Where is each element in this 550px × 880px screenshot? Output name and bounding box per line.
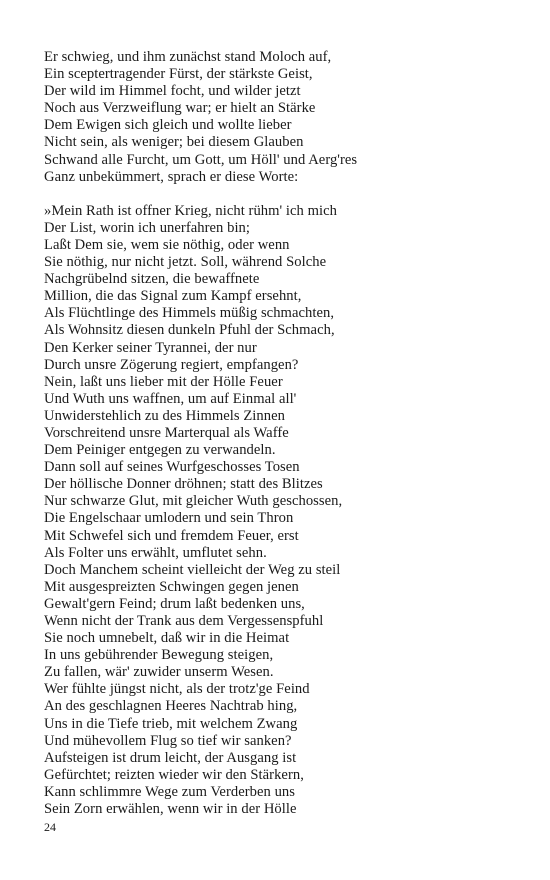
verse-line: Durch unsre Zögerung regiert, empfangen? — [44, 356, 299, 373]
verse-line: Die Engelschaar umlodern und sein Thron — [44, 510, 294, 527]
verse-line: Aufsteigen ist drum leicht, der Ausgang ist — [44, 749, 297, 766]
verse-line: Gewalt'gern Feind; drum laßt bedenken uns, — [44, 595, 305, 612]
verse-line: Unwiderstehlich zu des Himmels Zinnen — [44, 407, 285, 424]
verse-line: Sie noch umnebelt, daß wir in die Heimat — [44, 630, 290, 647]
verse-line: Nur schwarze Glut, mit gleicher Wuth geschossen, — [44, 493, 343, 510]
poem-text — [44, 49, 524, 818]
verse-line: Mit Schwefel sich und fremdem Feuer, erst — [44, 527, 299, 544]
verse-line: Als Folter uns erwählt, umflutet sehn. — [44, 544, 267, 561]
verse-line: Der höllische Donner dröhnen; statt des Blitzes — [44, 476, 323, 493]
verse-line: Den Kerker seiner Tyrannei, der nur — [44, 339, 257, 356]
verse-line: Million, die das Signal zum Kampf ersehnt, — [44, 288, 302, 305]
verse-line: Dann soll auf seines Wurfgeschosses Tosen — [44, 459, 300, 476]
verse-line: Nein, laßt uns lieber mit der Hölle Feuer — [44, 373, 283, 390]
verse-line: Uns in die Tiefe trieb, mit welchem Zwang — [44, 715, 298, 732]
verse-line: Und Wuth uns waffnen, um auf Einmal all' — [44, 390, 297, 407]
verse-line: Dem Ewigen sich gleich und wollte lieber — [44, 117, 292, 134]
verse-line: Kann schlimmre Wege zum Verderben uns — [44, 783, 295, 800]
verse-line: Nicht sein, als weniger; bei diesem Glauben — [44, 134, 304, 151]
verse-line: Dem Peiniger entgegen zu verwandeln. — [44, 442, 276, 459]
verse-line: Schwand alle Furcht, um Gott, um Höll' und Aerg'res — [44, 151, 358, 168]
verse-line: Er schwieg, und ihm zunächst stand Moloch auf, — [44, 49, 332, 65]
verse-line: Ganz unbekümmert, sprach er diese Worte: — [44, 168, 299, 185]
verse-line: Gefürchtet; reizten wieder wir den Stärkern, — [44, 766, 304, 783]
verse-line: In uns gebührender Bewegung steigen, — [44, 647, 274, 664]
verse-line: Zu fallen, wär' zuwider unserm Wesen. — [44, 664, 274, 681]
stanza — [44, 203, 524, 818]
verse-line: Als Wohnsitz diesen dunkeln Pfuhl der Schmach, — [44, 322, 335, 339]
verse-line: Der wild im Himmel focht, und wilder jetzt — [44, 83, 301, 100]
verse-line: Doch Manchem scheint vielleicht der Weg zu steil — [44, 561, 341, 578]
verse-line: Wer fühlte jüngst nicht, als der trotz'ge Feind — [44, 681, 310, 698]
verse-line: Als Flüchtlinge des Himmels müßig schmachten, — [44, 305, 335, 322]
verse-line: Der List, worin ich unerfahren bin; — [44, 219, 250, 236]
verse-line: Wenn nicht der Trank aus dem Vergessenspfuhl — [44, 613, 324, 629]
stanza — [44, 49, 524, 186]
verse-line: An des geschlagnen Heeres Nachtrab hing, — [44, 698, 298, 715]
verse-line: Ein sceptertragender Fürst, der stärkste Geist, — [44, 66, 313, 83]
verse-line: Laßt Dem sie, wem sie nöthig, oder wenn — [44, 236, 290, 253]
verse-line: Mit ausgespreizten Schwingen gegen jenen — [44, 578, 299, 595]
verse-line: Noch aus Verzweiflung war; er hielt an Stärke — [44, 100, 316, 117]
verse-line: »Mein Rath ist offner Krieg, nicht rühm' ich mich — [44, 202, 337, 219]
verse-line: Vorschreitend unsre Marterqual als Waffe — [44, 424, 289, 441]
verse-line: Sein Zorn erwählen, wenn wir in der Hölle — [44, 801, 297, 818]
page-number: 24 — [44, 820, 56, 834]
verse-line: Und mühevollem Flug so tief wir sanken? — [44, 732, 292, 749]
verse-line: Nachgrübelnd sitzen, die bewaffnete — [44, 271, 260, 288]
verse-line: Sie nöthig, nur nicht jetzt. Soll, während Solche — [44, 254, 327, 271]
